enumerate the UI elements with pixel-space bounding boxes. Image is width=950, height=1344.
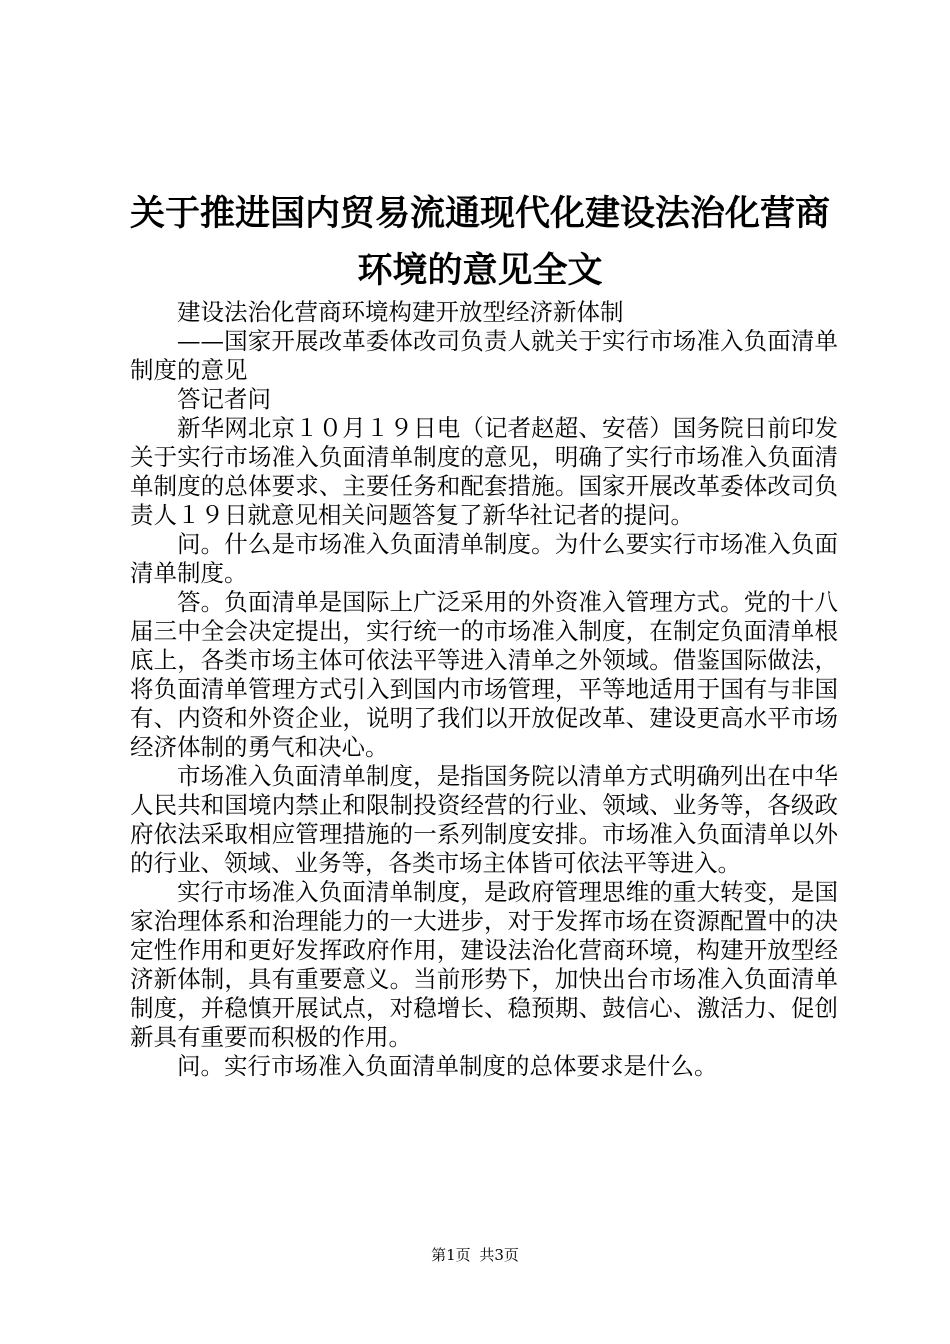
paragraph-question: 问。什么是市场准入负面清单制度。为什么要实行市场准入负面清单制度。	[130, 530, 838, 587]
paragraph-subtitle: 建设法治化营商环境构建开放型经济新体制	[177, 298, 624, 326]
paragraph-question: 问。实行市场准入负面清单制度的总体要求是什么。	[177, 1052, 718, 1080]
paragraph-qa-heading: 答记者问	[177, 385, 271, 413]
document-title-line-1: 关于推进国内贸易流通现代化建设法治化营商	[129, 193, 830, 234]
page-number: 第1页	[431, 1246, 471, 1264]
page-footer	[0, 1244, 950, 1265]
page-total: 共3页	[479, 1246, 519, 1264]
paragraph: 市场准入负面清单制度，是指国务院以清单方式明确列出在中华人民共和国境内禁止和限制投资经营的行业、领域、业务等，各级政府依法采取相应管理措施的一系列制度安排。市场准入负面清单以外的行业、领域、业务等，各类市场主体皆可依法平等进入。	[130, 762, 838, 877]
paragraph: 实行市场准入负面清单制度，是政府管理思维的重大转变，是国家治理体系和治理能力的一大进步，对于发挥市场在资源配置中的决定性作用和更好发挥政府作用，建设法治化营商环境，构建开放型经济新体制，具有重要意义。当前形势下，加快出台市场准入负面清单制度，并稳慎开展试点，对稳增长、稳预期、鼓信心、激活力、促创新具有重要而积极的作用。	[130, 878, 838, 1051]
document-title-line-2: 环境的意见全文	[357, 250, 603, 291]
document-body	[130, 298, 838, 1081]
paragraph-subtitle-dash: ——国家开展改革委体改司负责人就关于实行市场准入负面清单制度的意见	[130, 327, 838, 384]
paragraph-answer: 答。负面清单是国际上广泛采用的外资准入管理方式。党的十八届三中全会决定提出，实行统一的市场准入制度，在制定负面清单根底上，各类市场主体可依法平等进入清单之外领域。借鉴国际做法，将负面清单管理方式引入到国内市场管理，平等地适用于国有与非国有、内资和外资企业，说明了我们以开放促改革、建设更高水平市场经济体制的勇气和决心。	[130, 588, 838, 761]
paragraph: 新华网北京１０月１９日电（记者赵超、安蓓）国务院日前印发关于实行市场准入负面清单制度的意见，明确了实行市场准入负面清单制度的总体要求、主要任务和配套措施。国家开展改革委体改司负责人１９日就意见相关问题答复了新华社记者的提问。	[130, 414, 838, 529]
